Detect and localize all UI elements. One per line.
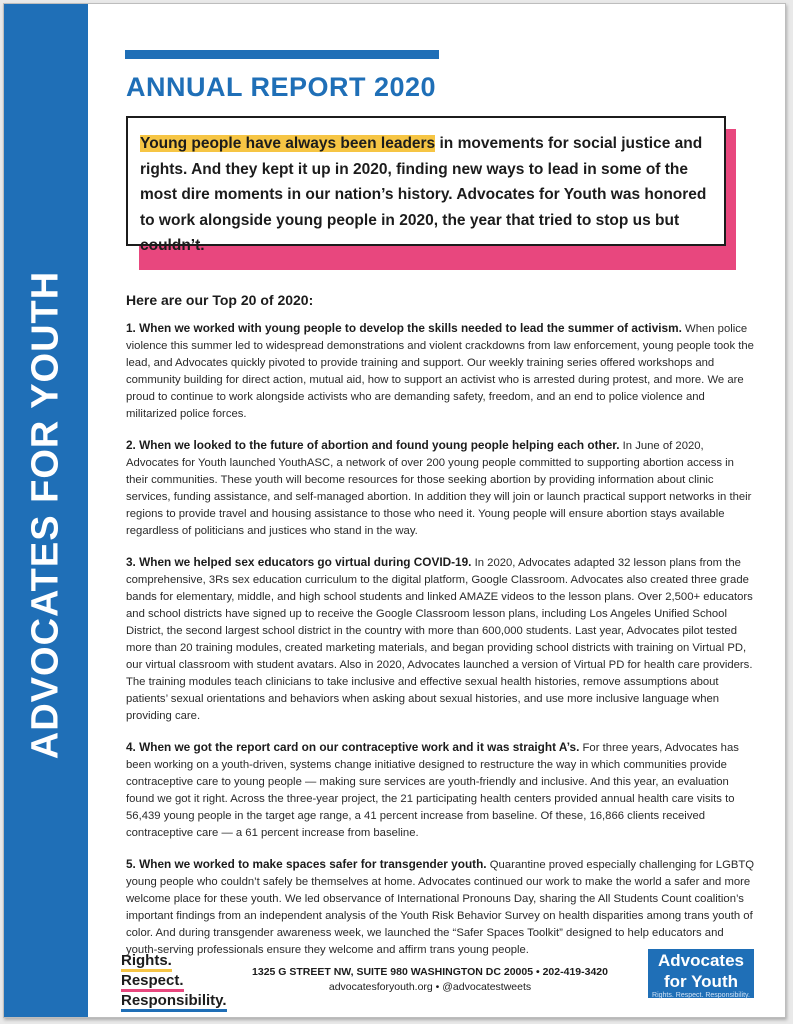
list-item [126,437,758,540]
item-body: In June of 2020, Advocates for Youth launched YouthASC, a network of over 200 young people committed to supporting abortion access in their communities. These youth will become resources for those seeking abortion by providing information about clinic services, funding assistance, and self-managed abortion. In addition they will join or launch practical support networks in their regions to provide travel and housing assistance to those who need it. Young people will ensure abortion stays available regardless of politicians and justices who stand in the way. [126,440,752,537]
logo-tagline: Rights. Respect. Responsibility. [652,992,750,999]
sidebar-title: ADVOCATES FOR YOUTH [24,270,67,760]
item-heading: 5. When we worked to make spaces safer for transgender youth. [126,857,487,871]
tagline-responsibility: Responsibility. [121,992,227,1012]
org-logo [648,949,754,998]
item-heading: 3. When we helped sex educators go virtual during COVID-19. [126,555,472,569]
report-page [3,3,786,1018]
item-body: Quarantine proved especially challenging for LGBTQ young people who couldn’t safely be themselves at home. Advocates continued our work to make the world a safer and more welcome place for these youth. We led observance of International Pronouns Day, sharing the All Students Count coalition’s important findings from an independent analysis of the Youth Risk Behavior Survey on health disparities among trans youth of color. And during transgender awareness week, we launched the “Safer Spaces Toolkit” designed to help educators and youth-serving professionals ensure they welcome and affirm trans young people. [126,859,755,956]
item-body: When police violence this summer led to widespread demonstrations and violent crackdowns from law enforcement, young people took the lead, and Advocates quickly pivoted to provide training and support. Our weekly training series offered workshops and community building for direct action, mutual aid, how to support an activist who is arrested during protest, and more. We are proud to continue to work alongside activists who are demanding safety, freedom, and an end to police violence and militarized police forces. [126,323,754,420]
tagline-respect: Respect. [121,972,184,992]
footer-contact [240,965,620,995]
callout-rest: in movements for social justice and rights. And they kept it up in 2020, finding new ways to lead in some of the most dire moments in our nation’s history. Advocates for Youth was honored to work alongside young people in 2020, the year that tried to stop us but couldn’t. [140,135,707,254]
list-item [126,856,758,959]
callout-text [140,131,714,259]
item-body: In 2020, Advocates adapted 32 lesson plans from the comprehensive, 3Rs sex education curriculum to the digital platform, Google Classroom. Advocates also created three grade bands for elementary, middle, and high school students and linked AMAZE videos to the lesson plans. Over 2,500+ educators and school districts have signed up to receive the Google Classroom lesson plans, including Los Angeles Unified School District, the second largest school district in the country with more than 600,000 students. Last year, Advocates pilot tested more than 20 training modules, created marketing materials, and began providing school districts with training on Virtual PD, our virtual classroom with student avatars. Also in 2020, Advocates launched a version of Virtual PD for health care providers. The training modules teach clinicians to take inclusive and effective sexual health histories, remove assumptions about patients’ sexual orientations and behaviors when asking about sexual histories, and use more inclusive language when providing care. [126,557,753,722]
page-title: ANNUAL REPORT 2020 [126,72,437,102]
main-content [126,292,758,973]
callout-highlight: Young people have always been leaders [140,135,436,152]
sidebar-band [4,4,88,1017]
title-rule [125,50,439,59]
list-item [126,554,758,725]
footer-web[interactable]: advocatesforyouth.org • @advocatestweets [328,981,532,993]
footer-tagline [121,952,227,1012]
list-item [126,320,758,423]
item-body: For three years, Advocates has been working on a youth-driven, systems change initiative designed to restructure the way in which communities provide contraceptive care to young people — making sure services are youth-friendly and inclusive. And this year, an evaluation found we got it right. Across the three-year project, the 21 participating health centers provided annual health care visits to 56,439 young people in the target age range, a 41 percent increase from baseline. Of these, 16,866 clients received contraceptive care — a 61 percent increase from baseline. [126,742,739,839]
footer-address: 1325 G STREET NW, SUITE 980 WASHINGTON DC 20005 • 202-419-3420 [252,966,608,978]
tagline-rights: Rights. [121,952,172,972]
item-heading: 4. When we got the report card on our contraceptive work and it was straight A’s. [126,740,580,754]
callout-box [126,116,726,254]
list-intro: Here are our Top 20 of 2020: [126,292,314,308]
logo-line1: Advocates [658,951,744,970]
list-item [126,739,758,842]
logo-line2: for Youth [664,972,738,991]
item-heading: 2. When we looked to the future of abortion and found young people helping each other. [126,438,620,452]
item-heading: 1. When we worked with young people to develop the skills needed to lead the summer of activism. [126,321,682,335]
